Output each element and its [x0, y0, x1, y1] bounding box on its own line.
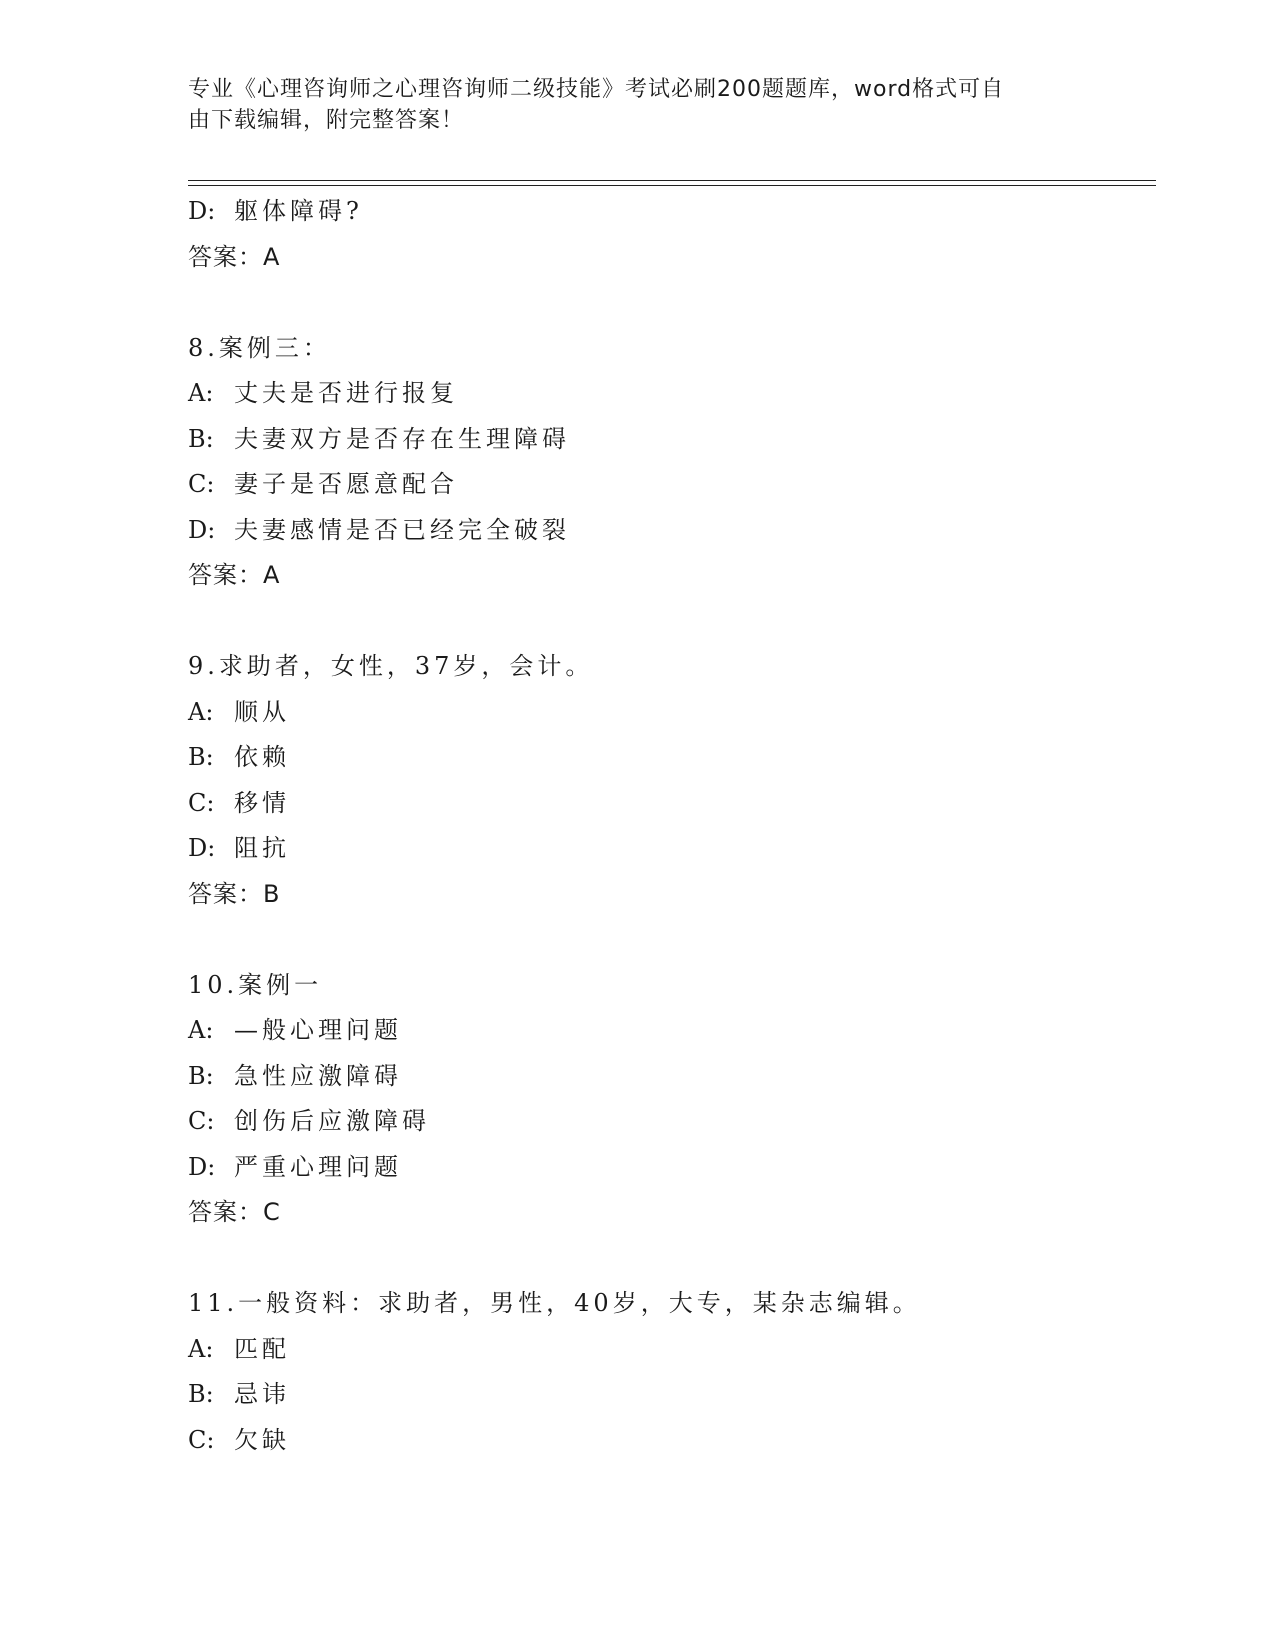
- option-row: [188, 735, 1148, 781]
- question-stem: 10.案例一: [188, 970, 323, 999]
- question-list: [188, 189, 1148, 1463]
- option-row: [188, 1099, 1148, 1145]
- option-letter: D:: [188, 1152, 216, 1181]
- question-stem: 11.一般资料：求助者，男性，40岁，大专，某杂志编辑。: [188, 1289, 921, 1317]
- header-divider-top: [188, 180, 1156, 181]
- question-spacer: [188, 1236, 1148, 1282]
- answer-line: 答案：B: [188, 879, 281, 908]
- question-block: [188, 1281, 1148, 1463]
- question-spacer: [188, 599, 1148, 645]
- option-row: [188, 1327, 1148, 1373]
- option-text: 夫妻感情是否已经完全破裂: [234, 515, 570, 544]
- option-text: 严重心理问题: [234, 1152, 402, 1181]
- option-text: 忌讳: [234, 1380, 290, 1408]
- answer-line: 答案：A: [188, 242, 281, 271]
- option-text: 夫妻双方是否存在生理障碍: [234, 424, 570, 453]
- question-stem: 8.案例三：: [188, 333, 331, 362]
- option-letter: A:: [188, 379, 214, 407]
- option-letter: A:: [188, 1334, 214, 1363]
- option-row: [188, 508, 1148, 554]
- option-text: —般心理问题: [234, 1016, 402, 1044]
- question-stem: 9.求助者，女性，37岁，会计。: [188, 652, 594, 680]
- option-letter: C:: [188, 788, 215, 817]
- option-row: [188, 690, 1148, 736]
- question-spacer: [188, 917, 1148, 963]
- option-row: [188, 189, 1148, 235]
- question-block: [188, 644, 1148, 917]
- option-text: 欠缺: [234, 1425, 290, 1454]
- document-header: [188, 74, 1078, 136]
- option-letter: D:: [188, 197, 216, 225]
- option-text: 匹配: [234, 1334, 290, 1363]
- option-letter: C:: [188, 1107, 215, 1135]
- option-row: [188, 781, 1148, 827]
- option-text: 躯体障碍?: [234, 197, 363, 225]
- option-letter: A:: [188, 697, 214, 726]
- answer-line: 答案：A: [188, 561, 281, 589]
- option-row: [188, 462, 1148, 508]
- option-row: [188, 1054, 1148, 1100]
- header-line-1: 专业《心理咨询师之心理咨询师二级技能》考试必刷200题题库，word格式可自: [188, 77, 1005, 102]
- option-letter: A:: [188, 1016, 214, 1044]
- question-block: [188, 963, 1148, 1236]
- option-row: [188, 1372, 1148, 1418]
- option-text: 依赖: [234, 743, 290, 771]
- header-divider-bottom: [188, 185, 1156, 186]
- question-spacer: [188, 280, 1148, 326]
- option-letter: B:: [188, 1380, 214, 1408]
- option-text: 妻子是否愿意配合: [234, 470, 458, 498]
- option-letter: B:: [188, 424, 214, 453]
- option-text: 急性应激障碍: [234, 1061, 402, 1090]
- option-row: [188, 1008, 1148, 1054]
- option-letter: C:: [188, 1425, 215, 1454]
- option-text: 创伤后应激障碍: [234, 1107, 430, 1135]
- option-row: [188, 826, 1148, 872]
- answer-line: 答案：C: [188, 1198, 281, 1226]
- option-letter: B:: [188, 1061, 214, 1090]
- option-letter: B:: [188, 743, 214, 771]
- option-row: [188, 1145, 1148, 1191]
- option-letter: C:: [188, 470, 215, 498]
- option-row: [188, 417, 1148, 463]
- question-block: [188, 326, 1148, 599]
- option-text: 丈夫是否进行报复: [234, 379, 458, 407]
- option-row: [188, 371, 1148, 417]
- option-row: [188, 1418, 1148, 1464]
- option-text: 顺从: [234, 697, 290, 726]
- option-text: 阻抗: [234, 834, 290, 862]
- option-letter: D:: [188, 515, 216, 544]
- header-line-2: 由下载编辑，附完整答案！: [188, 108, 465, 133]
- option-text: 移情: [234, 788, 290, 817]
- option-letter: D:: [188, 834, 216, 862]
